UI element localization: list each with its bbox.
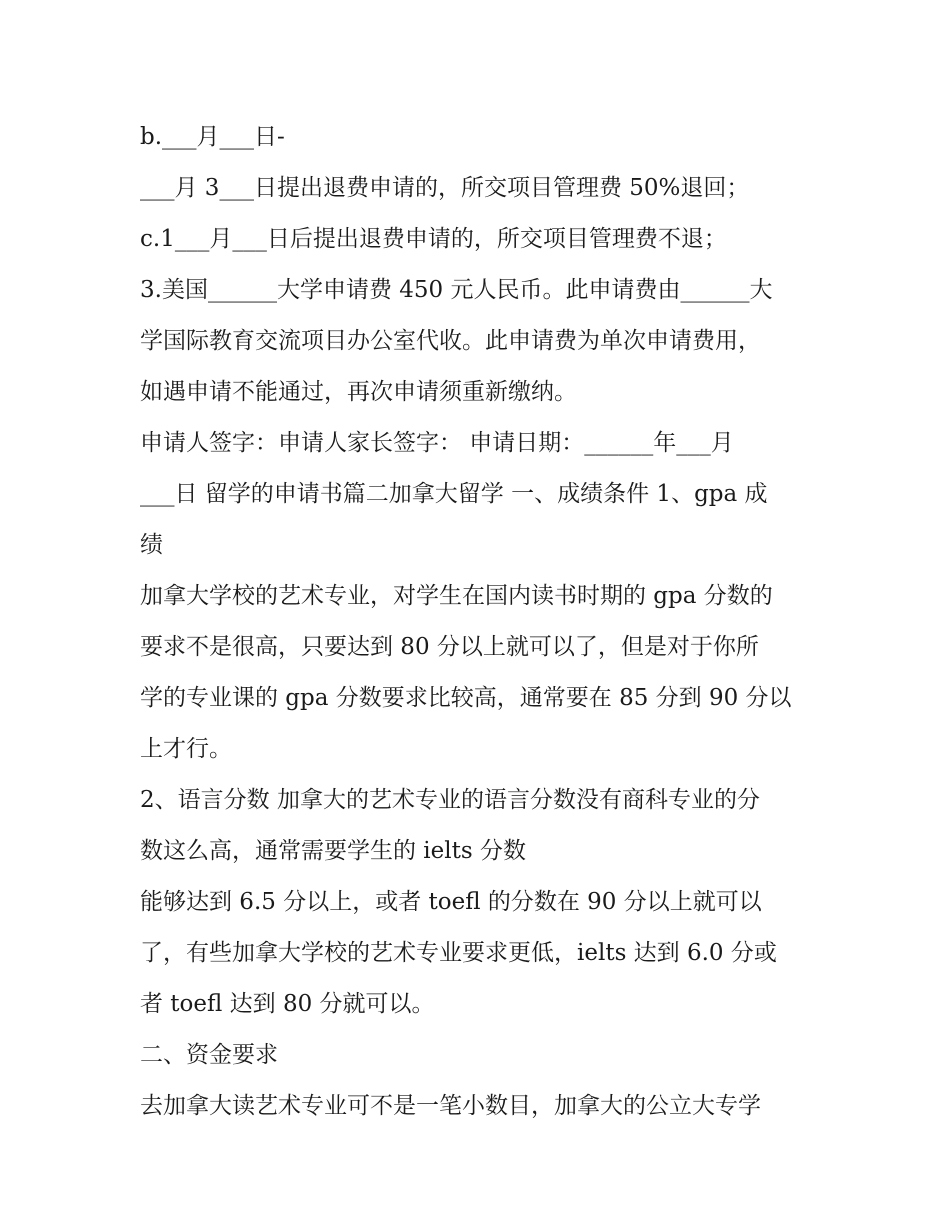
text-line: 2、语言分数 加拿大的艺术专业的语言分数没有商科专业的分 (140, 787, 760, 813)
text-line: 数这么高，通常需要学生的 ielts 分数 (140, 838, 526, 864)
text-line: 如遇申请不能通过，再次申请须重新缴纳。 (140, 379, 577, 405)
text-line: 学国际教育交流项目办公室代收。此申请费为单次申请费用， (140, 328, 761, 354)
text-line: ___月 3___日提出退费申请的，所交项目管理费 50%退回； (140, 175, 750, 201)
text-line: 了，有些加拿大学校的艺术专业要求更低，ielts 达到 6.0 分或 (140, 940, 777, 966)
document-body (140, 112, 830, 1132)
text-line: c.1___月___日后提出退费申请的，所交项目管理费不退； (140, 226, 727, 252)
text-line: 者 toefl 达到 80 分就可以。 (140, 991, 435, 1017)
text-line: 3.美国______大学申请费 450 元人民币。此申请费由______大 (140, 277, 773, 303)
text-line: 去加拿大读艺术专业可不是一笔小数目，加拿大的公立大专学 (140, 1093, 761, 1119)
text-line: 申请人签字：申请人家长签字： 申请日期：______年___月 (140, 430, 734, 456)
text-line: 绩 (140, 532, 163, 558)
text-line: ___日 留学的申请书篇二加拿大留学 一、成绩条件 1、gpa 成 (140, 481, 768, 507)
text-line: 二、资金要求 (140, 1042, 278, 1068)
text-line: 学的专业课的 gpa 分数要求比较高，通常要在 85 分到 90 分以 (140, 685, 792, 711)
text-line: 上才行。 (140, 736, 232, 762)
text-line: 能够达到 6.5 分以上，或者 toefl 的分数在 90 分以上就可以 (140, 889, 762, 915)
text-line: 加拿大学校的艺术专业，对学生在国内读书时期的 gpa 分数的 (140, 583, 773, 609)
text-line: 要求不是很高，只要达到 80 分以上就可以了，但是对于你所 (140, 634, 759, 660)
text-line: b.___月___日- (140, 124, 285, 150)
